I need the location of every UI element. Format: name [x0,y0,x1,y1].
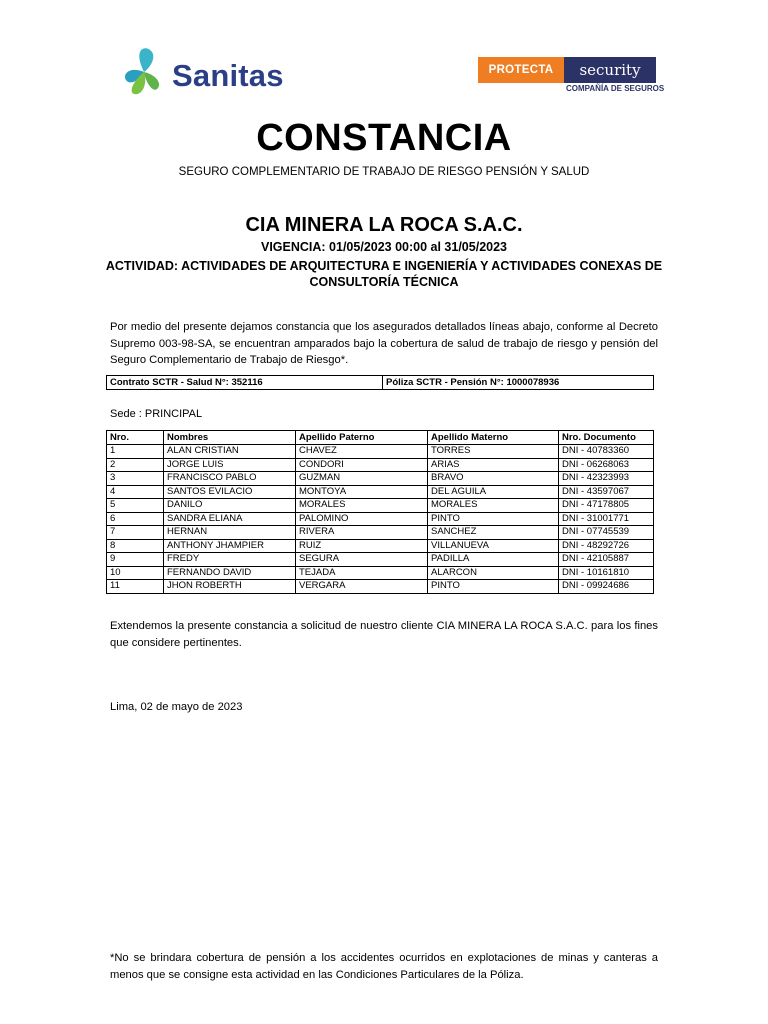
cell-nombres: FRANCISCO PABLO [164,472,296,486]
cell-apellido-paterno: TEJADA [296,566,428,580]
table-row [107,485,654,499]
cell-nro: 7 [107,526,164,540]
cell-documento: DNI - 42105887 [559,553,654,567]
cell-nro: 3 [107,472,164,486]
cell-apellido-paterno: PALOMINO [296,512,428,526]
cell-documento: DNI - 31001771 [559,512,654,526]
cell-documento: DNI - 48292726 [559,539,654,553]
protecta-security-logo [478,57,656,83]
table-row [107,526,654,540]
table-row [107,458,654,472]
cell-apellido-paterno: MONTOYA [296,485,428,499]
cell-nro: 2 [107,458,164,472]
company-name: CIA MINERA LA ROCA S.A.C. [245,214,523,236]
cell-nombres: SANDRA ELIANA [164,512,296,526]
table-row [107,566,654,580]
insured-table [106,430,654,594]
cell-apellido-paterno: RIVERA [296,526,428,540]
contract-salud: Contrato SCTR - Salud N°: 352116 [107,376,383,390]
cell-nro: 4 [107,485,164,499]
cell-nombres: SANTOS EVILACIO [164,485,296,499]
cell-documento: DNI - 40783360 [559,445,654,459]
cell-nombres: JORGE LUIS [164,458,296,472]
butterfly-icon [122,44,172,100]
contract-pension: Póliza SCTR - Pensión N°: 1000078936 [383,376,654,390]
cell-apellido-materno: PADILLA [428,553,559,567]
cell-apellido-materno: ARIAS [428,458,559,472]
protecta-subtitle: COMPAÑÍA DE SEGUROS [566,84,665,93]
cell-documento: DNI - 09924686 [559,580,654,594]
cell-apellido-materno: BRAVO [428,472,559,486]
cell-nombres: ALAN CRISTIAN [164,445,296,459]
cell-nombres: HERNAN [164,526,296,540]
col-nombres: Nombres [164,431,296,445]
cell-nombres: JHON ROBERTH [164,580,296,594]
cell-apellido-paterno: MORALES [296,499,428,513]
table-row [107,553,654,567]
cell-apellido-paterno: CONDORI [296,458,428,472]
cell-nombres: DANILO [164,499,296,513]
cell-apellido-materno: PINTO [428,512,559,526]
contract-table [106,375,654,390]
closing-paragraph: Extendemos la presente constancia a solicitud de nuestro cliente CIA MINERA LA ROCA S.A.C. para los fines que considere pertinentes. [110,620,658,649]
col-documento: Nro. Documento [559,431,654,445]
protecta-label: PROTECTA [478,57,564,83]
security-label: security [564,57,656,83]
cell-nro: 6 [107,512,164,526]
vigencia: VIGENCIA: 01/05/2023 00:00 al 31/05/2023 [261,240,507,254]
cell-nro: 9 [107,553,164,567]
cell-apellido-materno: MORALES [428,499,559,513]
cell-documento: DNI - 10161810 [559,566,654,580]
cell-documento: DNI - 43597067 [559,485,654,499]
col-nro: Nro. [107,431,164,445]
cell-documento: DNI - 47178805 [559,499,654,513]
actividad: ACTIVIDAD: ACTIVIDADES DE ARQUITECTURA E INGENIERÍA Y ACTIVIDADES CONEXAS DE CONSULTORÍA TÉCNICA [105,259,663,289]
cell-apellido-materno: SANCHEZ [428,526,559,540]
table-row [107,445,654,459]
place-date: Lima, 02 de mayo de 2023 [110,701,243,713]
intro-paragraph: Por medio del presente dejamos constancia que los asegurados detallados líneas abajo, conforme al Decreto Supremo 003-98-SA, se encuentran amparados bajo la cobertura de salud de trabajo de riesgo y pensión del Seguro Complementario de Trabajo de Riesgo*. [110,321,658,366]
cell-nombres: ANTHONY JHAMPIER [164,539,296,553]
cell-apellido-paterno: RUIZ [296,539,428,553]
cell-documento: DNI - 06268063 [559,458,654,472]
col-apellido-materno: Apellido Materno [428,431,559,445]
table-row [107,472,654,486]
cell-nro: 5 [107,499,164,513]
cell-documento: DNI - 42323993 [559,472,654,486]
table-row [107,539,654,553]
table-row [107,499,654,513]
cell-apellido-materno: PINTO [428,580,559,594]
cell-documento: DNI - 07745539 [559,526,654,540]
document-subtitle: SEGURO COMPLEMENTARIO DE TRABAJO DE RIESGO PENSIÓN Y SALUD [178,166,590,178]
cell-apellido-materno: TORRES [428,445,559,459]
cell-apellido-paterno: VERGARA [296,580,428,594]
table-row [107,580,654,594]
cell-apellido-paterno: GUZMAN [296,472,428,486]
cell-nombres: FERNANDO DAVID [164,566,296,580]
sanitas-wordmark: Sanitas [172,58,284,93]
cell-apellido-materno: ALARCON [428,566,559,580]
document-title: CONSTANCIA [256,117,512,159]
cell-nro: 10 [107,566,164,580]
insured-table-body [107,445,654,594]
table-header-row [107,431,654,445]
cell-apellido-paterno: CHAVEZ [296,445,428,459]
cell-apellido-materno: DEL AGUILA [428,485,559,499]
cell-nombres: FREDY [164,553,296,567]
footnote: *No se brindara cobertura de pensión a los accidentes ocurridos en explotaciones de minas y canteras a menos que se consigne esta actividad en las Condiciones Particulares de la Póliza. [110,952,658,981]
cell-nro: 1 [107,445,164,459]
cell-apellido-paterno: SEGURA [296,553,428,567]
table-row [107,512,654,526]
sede: Sede : PRINCIPAL [110,408,203,420]
cell-nro: 11 [107,580,164,594]
cell-nro: 8 [107,539,164,553]
col-apellido-paterno: Apellido Paterno [296,431,428,445]
cell-apellido-materno: VILLANUEVA [428,539,559,553]
